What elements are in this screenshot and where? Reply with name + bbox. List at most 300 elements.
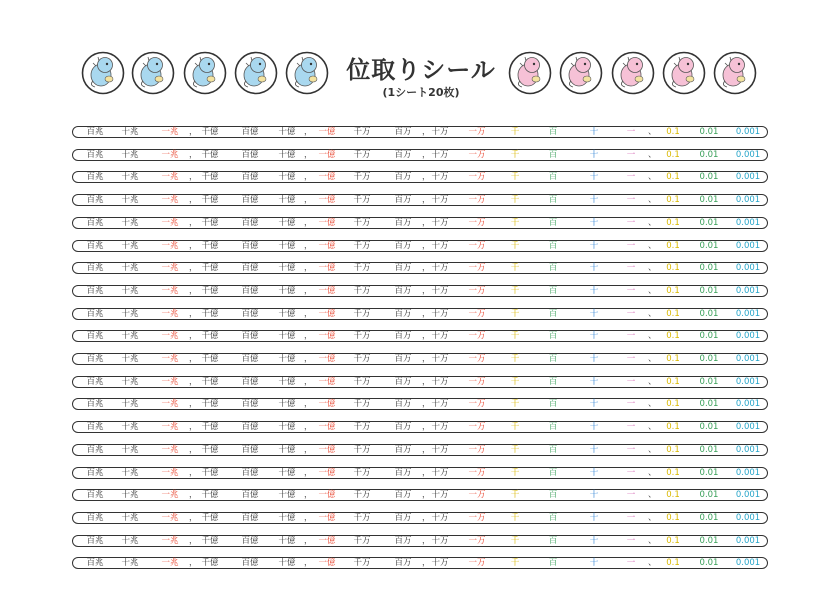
place-label: 千万: [353, 467, 371, 478]
comma-separator: ，: [189, 172, 198, 183]
place-label: 十億: [278, 217, 296, 228]
place-label: 百: [548, 331, 558, 342]
dot-separator: 、: [648, 308, 657, 319]
place-label: 0.001: [735, 172, 761, 183]
place-label: 一万: [468, 308, 486, 319]
place-value-strip: [72, 262, 768, 274]
place-value-strip: [72, 376, 768, 388]
place-label: 一億: [318, 422, 336, 433]
place-value-strip: [72, 240, 768, 252]
place-label: 百億: [241, 376, 259, 387]
comma-separator: ，: [189, 240, 198, 251]
comma-separator: ，: [189, 285, 198, 296]
place-label: 十兆: [121, 558, 139, 569]
place-label: 千万: [353, 217, 371, 228]
place-label: 百億: [241, 217, 259, 228]
place-label: 一億: [318, 331, 336, 342]
place-label: 一万: [468, 331, 486, 342]
place-label: 千億: [201, 217, 219, 228]
comma-separator: ，: [304, 512, 313, 523]
place-label: 十兆: [121, 535, 139, 546]
place-label: 百万: [394, 263, 412, 274]
place-label: 一兆: [161, 558, 179, 569]
place-label: 十兆: [121, 444, 139, 455]
place-label: 百兆: [86, 467, 104, 478]
place-label: 十億: [278, 399, 296, 410]
place-label: 十兆: [121, 217, 139, 228]
place-label: 0.001: [735, 285, 761, 296]
place-label: 十万: [431, 467, 449, 478]
place-label: 十億: [278, 195, 296, 206]
place-value-strip: [72, 557, 768, 569]
place-label: 十: [589, 195, 599, 206]
place-label: 一億: [318, 444, 336, 455]
place-label: 0.1: [666, 422, 680, 433]
place-label: 0.01: [699, 285, 719, 296]
place-label: 百: [548, 558, 558, 569]
place-label: 十万: [431, 399, 449, 410]
comma-separator: ，: [189, 149, 198, 160]
place-label: 百: [548, 467, 558, 478]
place-label: 千億: [201, 331, 219, 342]
place-label: 一: [626, 127, 636, 137]
dot-separator: 、: [648, 376, 657, 387]
place-label: 千万: [353, 331, 371, 342]
place-label: 百: [548, 285, 558, 296]
place-label: 十: [589, 558, 599, 569]
comma-separator: ，: [422, 558, 431, 569]
place-label: 百億: [241, 149, 259, 160]
place-label: 百億: [241, 512, 259, 523]
place-label: 十: [589, 512, 599, 523]
place-label: 十兆: [121, 240, 139, 251]
place-label: 千: [510, 263, 520, 274]
place-label: 一億: [318, 512, 336, 523]
place-label: 百億: [241, 240, 259, 251]
place-label: 千万: [353, 172, 371, 183]
place-label: 十万: [431, 444, 449, 455]
place-label: 十: [589, 490, 599, 501]
place-label: 一万: [468, 285, 486, 296]
place-label: 一万: [468, 535, 486, 546]
comma-separator: ，: [189, 376, 198, 387]
place-label: 0.01: [699, 331, 719, 342]
place-label: 十兆: [121, 149, 139, 160]
place-label: 一: [626, 535, 636, 546]
comma-separator: ，: [422, 490, 431, 501]
place-label: 0.1: [666, 467, 680, 478]
dot-separator: 、: [648, 127, 657, 137]
comma-separator: ，: [422, 240, 431, 251]
place-label: 百億: [241, 444, 259, 455]
place-label: 一兆: [161, 195, 179, 206]
comma-separator: ，: [422, 263, 431, 274]
dot-separator: 、: [648, 263, 657, 274]
place-label: 一万: [468, 240, 486, 251]
pink-dinosaur-icon: [611, 51, 655, 95]
place-label: 一兆: [161, 263, 179, 274]
place-label: 0.01: [699, 240, 719, 251]
place-label: 百万: [394, 422, 412, 433]
place-label: 0.001: [735, 490, 761, 501]
place-label: 0.001: [735, 399, 761, 410]
place-label: 百: [548, 535, 558, 546]
place-label: 一億: [318, 285, 336, 296]
place-label: 0.01: [699, 399, 719, 410]
place-label: 一億: [318, 376, 336, 387]
place-label: 百億: [241, 195, 259, 206]
comma-separator: ，: [189, 127, 198, 137]
place-label: 百億: [241, 127, 259, 137]
place-label: 0.1: [666, 127, 680, 137]
place-value-strip: [72, 353, 768, 365]
place-value-strip: [72, 467, 768, 479]
place-label: 千億: [201, 149, 219, 160]
place-label: 千億: [201, 376, 219, 387]
place-label: 千億: [201, 172, 219, 183]
place-label: 0.1: [666, 558, 680, 569]
place-label: 一億: [318, 354, 336, 364]
comma-separator: ，: [422, 376, 431, 387]
place-label: 0.001: [735, 422, 761, 433]
place-label: 一億: [318, 217, 336, 228]
comma-separator: ，: [189, 308, 198, 319]
place-label: 千億: [201, 444, 219, 455]
dot-separator: 、: [648, 467, 657, 478]
place-label: 千: [510, 331, 520, 342]
place-label: 0.001: [735, 467, 761, 478]
place-label: 百万: [394, 195, 412, 206]
place-label: 千億: [201, 285, 219, 296]
place-label: 0.1: [666, 308, 680, 319]
place-label: 千: [510, 422, 520, 433]
place-label: 十兆: [121, 376, 139, 387]
place-label: 百万: [394, 490, 412, 501]
place-label: 一万: [468, 512, 486, 523]
place-label: 一億: [318, 308, 336, 319]
place-label: 千億: [201, 354, 219, 364]
place-label: 千: [510, 376, 520, 387]
place-label: 0.1: [666, 217, 680, 228]
comma-separator: ，: [304, 127, 313, 137]
place-label: 0.01: [699, 195, 719, 206]
place-label: 千億: [201, 467, 219, 478]
place-label: 百: [548, 308, 558, 319]
place-label: 百万: [394, 217, 412, 228]
comma-separator: ，: [189, 217, 198, 228]
place-label: 十万: [431, 127, 449, 137]
place-label: 十万: [431, 240, 449, 251]
comma-separator: ，: [304, 399, 313, 410]
pink-dinosaur-icon: [508, 51, 552, 95]
place-label: 十: [589, 127, 599, 137]
place-label: 十億: [278, 376, 296, 387]
place-label: 一億: [318, 558, 336, 569]
place-label: 百兆: [86, 512, 104, 523]
place-label: 0.01: [699, 354, 719, 364]
place-label: 一万: [468, 195, 486, 206]
comma-separator: ，: [422, 399, 431, 410]
place-label: 百兆: [86, 308, 104, 319]
place-label: 千億: [201, 558, 219, 569]
place-label: 百万: [394, 331, 412, 342]
place-label: 百万: [394, 535, 412, 546]
place-label: 0.001: [735, 354, 761, 364]
place-label: 千万: [353, 376, 371, 387]
place-label: 百億: [241, 467, 259, 478]
place-label: 十億: [278, 149, 296, 160]
place-label: 0.001: [735, 558, 761, 569]
comma-separator: ，: [422, 467, 431, 478]
comma-separator: ，: [304, 354, 313, 364]
place-label: 百兆: [86, 149, 104, 160]
place-value-strip: [72, 535, 768, 547]
comma-separator: ，: [304, 535, 313, 546]
place-label: 百万: [394, 399, 412, 410]
place-label: 一: [626, 354, 636, 364]
place-label: 0.01: [699, 535, 719, 546]
blue-dinosaur-icon: [81, 51, 125, 95]
place-label: 百兆: [86, 172, 104, 183]
place-label: 一兆: [161, 490, 179, 501]
comma-separator: ，: [189, 535, 198, 546]
place-label: 一兆: [161, 467, 179, 478]
place-label: 百万: [394, 512, 412, 523]
place-label: 百万: [394, 558, 412, 569]
comma-separator: ，: [304, 376, 313, 387]
place-label: 一兆: [161, 285, 179, 296]
place-label: 0.001: [735, 217, 761, 228]
place-label: 一: [626, 399, 636, 410]
place-label: 百万: [394, 354, 412, 364]
place-label: 一兆: [161, 444, 179, 455]
place-label: 十億: [278, 308, 296, 319]
place-value-strip: [72, 217, 768, 229]
place-label: 千: [510, 399, 520, 410]
comma-separator: ，: [189, 399, 198, 410]
place-label: 一: [626, 172, 636, 183]
place-label: 一兆: [161, 149, 179, 160]
place-label: 一万: [468, 422, 486, 433]
place-label: 十億: [278, 467, 296, 478]
place-label: 一兆: [161, 399, 179, 410]
place-label: 百: [548, 127, 558, 137]
place-label: 百: [548, 512, 558, 523]
place-label: 十万: [431, 149, 449, 160]
place-label: 一兆: [161, 308, 179, 319]
place-label: 一万: [468, 149, 486, 160]
blue-dinosaur-icon: [234, 51, 278, 95]
place-label: 百兆: [86, 195, 104, 206]
place-label: 千: [510, 558, 520, 569]
comma-separator: ，: [422, 217, 431, 228]
place-label: 千: [510, 535, 520, 546]
place-label: 十万: [431, 217, 449, 228]
place-label: 十兆: [121, 285, 139, 296]
place-label: 0.01: [699, 444, 719, 455]
place-label: 百兆: [86, 331, 104, 342]
place-value-strip: [72, 149, 768, 161]
place-label: 千億: [201, 263, 219, 274]
place-label: 十億: [278, 444, 296, 455]
place-label: 十兆: [121, 331, 139, 342]
place-label: 十億: [278, 354, 296, 364]
place-label: 千万: [353, 263, 371, 274]
place-label: 十万: [431, 422, 449, 433]
place-label: 百兆: [86, 399, 104, 410]
place-label: 十兆: [121, 127, 139, 137]
place-value-strip: [72, 194, 768, 206]
place-label: 一億: [318, 149, 336, 160]
comma-separator: ，: [304, 149, 313, 160]
place-label: 一兆: [161, 331, 179, 342]
place-label: 千万: [353, 422, 371, 433]
place-label: 千万: [353, 285, 371, 296]
place-label: 千万: [353, 558, 371, 569]
comma-separator: ，: [422, 127, 431, 137]
place-label: 一万: [468, 263, 486, 274]
place-label: 十万: [431, 172, 449, 183]
place-label: 一兆: [161, 376, 179, 387]
place-label: 百: [548, 490, 558, 501]
comma-separator: ，: [304, 172, 313, 183]
place-label: 百億: [241, 354, 259, 364]
comma-separator: ，: [304, 217, 313, 228]
comma-separator: ，: [422, 308, 431, 319]
comma-separator: ，: [422, 535, 431, 546]
place-label: 千万: [353, 399, 371, 410]
pink-dinosaur-icon: [713, 51, 757, 95]
place-label: 千: [510, 127, 520, 137]
place-label: 千: [510, 172, 520, 183]
place-label: 千億: [201, 195, 219, 206]
place-label: 一兆: [161, 217, 179, 228]
place-label: 百兆: [86, 558, 104, 569]
comma-separator: ，: [189, 558, 198, 569]
place-label: 一億: [318, 535, 336, 546]
place-label: 0.001: [735, 127, 761, 137]
place-label: 千: [510, 512, 520, 523]
place-label: 0.1: [666, 512, 680, 523]
place-label: 一: [626, 490, 636, 501]
place-label: 十: [589, 422, 599, 433]
place-label: 一: [626, 467, 636, 478]
place-label: 百兆: [86, 217, 104, 228]
place-label: 百: [548, 376, 558, 387]
place-label: 十兆: [121, 512, 139, 523]
place-label: 百兆: [86, 444, 104, 455]
place-label: 0.1: [666, 490, 680, 501]
place-value-strip: [72, 512, 768, 524]
comma-separator: ，: [422, 512, 431, 523]
sheet-header: [0, 44, 839, 114]
place-label: 百億: [241, 285, 259, 296]
blue-dinosaur-icon: [183, 51, 227, 95]
place-value-strip: [72, 308, 768, 320]
place-label: 千万: [353, 354, 371, 364]
place-label: 十億: [278, 422, 296, 433]
place-label: 百: [548, 149, 558, 160]
place-label: 0.01: [699, 376, 719, 387]
place-label: 十: [589, 149, 599, 160]
place-value-strip: [72, 398, 768, 410]
place-label: 百万: [394, 240, 412, 251]
place-label: 百万: [394, 149, 412, 160]
place-label: 0.01: [699, 263, 719, 274]
place-label: 百万: [394, 285, 412, 296]
comma-separator: ，: [422, 444, 431, 455]
dot-separator: 、: [648, 172, 657, 183]
place-label: 一億: [318, 195, 336, 206]
place-label: 一億: [318, 399, 336, 410]
place-label: 0.01: [699, 467, 719, 478]
place-label: 0.1: [666, 354, 680, 364]
place-label: 十兆: [121, 399, 139, 410]
place-label: 0.001: [735, 240, 761, 251]
place-label: 百兆: [86, 263, 104, 274]
place-label: 千万: [353, 308, 371, 319]
comma-separator: ，: [304, 490, 313, 501]
place-label: 十億: [278, 558, 296, 569]
place-label: 0.001: [735, 512, 761, 523]
place-label: 百: [548, 195, 558, 206]
place-label: 十万: [431, 308, 449, 319]
place-label: 十億: [278, 490, 296, 501]
place-label: 百: [548, 354, 558, 364]
place-label: 千: [510, 354, 520, 364]
place-label: 千億: [201, 535, 219, 546]
place-label: 千: [510, 444, 520, 455]
place-value-strip: [72, 330, 768, 342]
place-label: 百億: [241, 308, 259, 319]
place-label: 十: [589, 172, 599, 183]
comma-separator: ，: [189, 467, 198, 478]
place-label: 一: [626, 263, 636, 274]
dot-separator: 、: [648, 490, 657, 501]
comma-separator: ，: [422, 422, 431, 433]
place-label: 千万: [353, 444, 371, 455]
place-label: 一万: [468, 490, 486, 501]
place-label: 十: [589, 217, 599, 228]
dot-separator: 、: [648, 399, 657, 410]
dot-separator: 、: [648, 285, 657, 296]
place-label: 百: [548, 240, 558, 251]
dot-separator: 、: [648, 354, 657, 364]
place-label: 十万: [431, 535, 449, 546]
place-label: 0.1: [666, 535, 680, 546]
place-label: 一: [626, 331, 636, 342]
place-label: 一兆: [161, 240, 179, 251]
dot-separator: 、: [648, 422, 657, 433]
place-label: 0.01: [699, 512, 719, 523]
place-label: 十: [589, 444, 599, 455]
place-label: 一億: [318, 172, 336, 183]
place-label: 0.1: [666, 285, 680, 296]
dot-separator: 、: [648, 195, 657, 206]
place-label: 百兆: [86, 376, 104, 387]
comma-separator: ，: [304, 444, 313, 455]
blue-dinosaur-icon: [131, 51, 175, 95]
place-label: 十万: [431, 376, 449, 387]
place-label: 千億: [201, 399, 219, 410]
pink-dinosaur-icon: [559, 51, 603, 95]
comma-separator: ，: [189, 354, 198, 364]
place-label: 千万: [353, 240, 371, 251]
place-label: 0.01: [699, 172, 719, 183]
place-label: 一: [626, 285, 636, 296]
place-label: 百万: [394, 172, 412, 183]
place-label: 百億: [241, 558, 259, 569]
